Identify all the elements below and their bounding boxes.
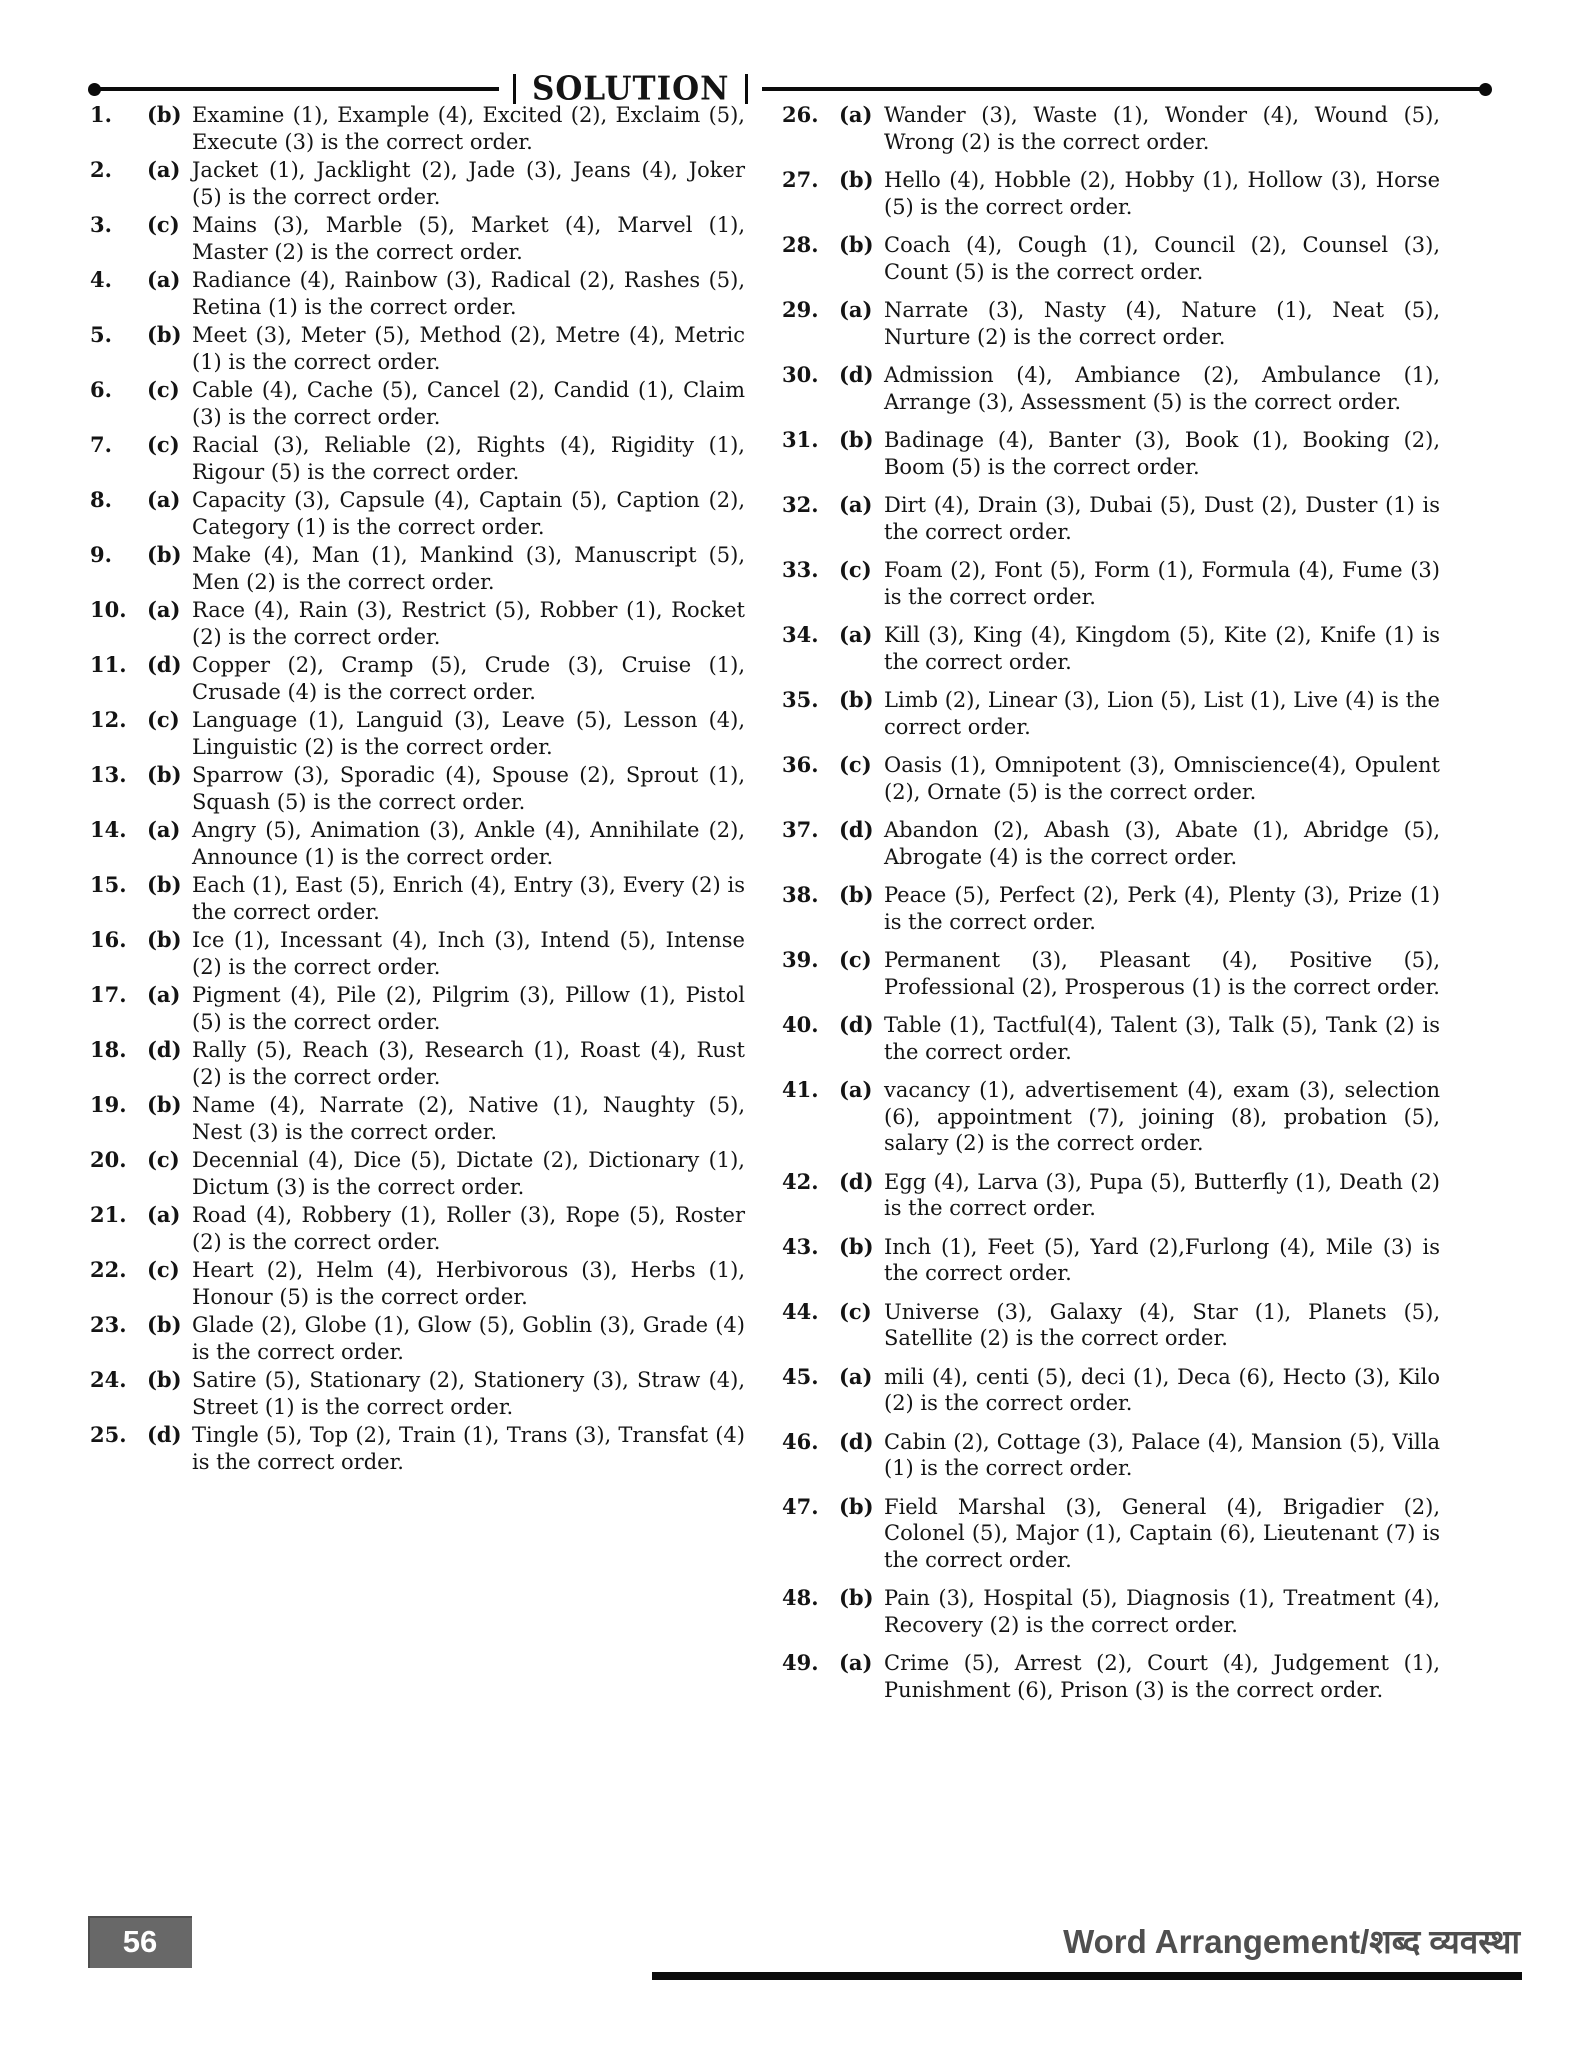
item-text: Pigment (4), Pile (2), Pilgrim (3), Pillow (1), Pistol (5) is the correct order. xyxy=(192,983,745,1034)
item-text: Crime (5), Arrest (2), Court (4), Judgement (1), Punishment (6), Prison (3) is the correct order. xyxy=(884,1651,1440,1702)
item-number: 31. xyxy=(782,427,819,452)
answer-option: (b) xyxy=(839,687,874,712)
answer-option: (b) xyxy=(147,542,182,567)
solution-item-21 xyxy=(90,1202,745,1255)
solution-item-38 xyxy=(782,882,1440,935)
solution-item-15 xyxy=(90,872,745,925)
solution-item-7 xyxy=(90,432,745,485)
solutions-column-left xyxy=(90,102,745,1477)
item-text: Road (4), Robbery (1), Roller (3), Rope (5), Roster (2) is the correct order. xyxy=(192,1203,745,1254)
solution-item-12 xyxy=(90,707,745,760)
solution-item-16 xyxy=(90,927,745,980)
solution-item-24 xyxy=(90,1367,745,1420)
solution-item-32 xyxy=(782,492,1440,545)
item-number: 11. xyxy=(90,652,127,677)
answer-option: (b) xyxy=(147,322,182,347)
answer-option: (a) xyxy=(147,817,181,842)
answer-option: (a) xyxy=(147,982,181,1007)
solution-item-30 xyxy=(782,362,1440,415)
item-text: Hello (4), Hobble (2), Hobby (1), Hollow (3), Horse (5) is the correct order. xyxy=(884,168,1440,219)
answer-option: (d) xyxy=(147,652,182,677)
item-text: Heart (2), Helm (4), Herbivorous (3), Herbs (1), Honour (5) is the correct order. xyxy=(192,1258,745,1309)
answer-option: (c) xyxy=(147,432,180,457)
solution-item-44 xyxy=(782,1299,1440,1352)
item-text: Permanent (3), Pleasant (4), Positive (5), Professional (2), Prosperous (1) is the correct order. xyxy=(884,948,1440,999)
item-number: 33. xyxy=(782,557,819,582)
item-number: 10. xyxy=(90,597,127,622)
solution-item-5 xyxy=(90,322,745,375)
answer-option: (a) xyxy=(839,492,873,517)
header-right-dot xyxy=(1479,83,1492,96)
item-text: Angry (5), Animation (3), Ankle (4), Annihilate (2), Announce (1) is the correct order. xyxy=(192,818,745,869)
item-number: 44. xyxy=(782,1298,819,1324)
header-right-tick xyxy=(745,74,748,104)
item-text: Cabin (2), Cottage (3), Palace (4), Mansion (5), Villa (1) is the correct order. xyxy=(884,1429,1440,1480)
answer-option: (d) xyxy=(839,1012,874,1037)
item-text: Admission (4), Ambiance (2), Ambulance (1), Arrange (3), Assessment (5) is the correct order. xyxy=(884,363,1440,414)
item-number: 45. xyxy=(782,1363,819,1389)
item-text: Rally (5), Reach (3), Research (1), Roast (4), Rust (2) is the correct order. xyxy=(192,1038,745,1089)
item-text: Ice (1), Incessant (4), Inch (3), Intend (5), Intense (2) is the correct order. xyxy=(192,928,745,979)
item-text: Oasis (1), Omnipotent (3), Omniscience(4), Opulent (2), Ornate (5) is the correct order. xyxy=(884,753,1440,804)
item-text: Universe (3), Galaxy (4), Star (1), Planets (5), Satellite (2) is the correct order. xyxy=(884,1299,1440,1350)
item-text: Radiance (4), Rainbow (3), Radical (2), Rashes (5), Retina (1) is the correct order. xyxy=(192,268,745,319)
item-number: 28. xyxy=(782,232,819,257)
solution-item-45 xyxy=(782,1364,1440,1417)
solution-item-34 xyxy=(782,622,1440,675)
solution-item-31 xyxy=(782,427,1440,480)
solution-item-26 xyxy=(782,102,1440,155)
solution-item-46 xyxy=(782,1429,1440,1482)
answer-option: (b) xyxy=(839,1585,874,1610)
solution-item-11 xyxy=(90,652,745,705)
solution-item-10 xyxy=(90,597,745,650)
answer-option: (b) xyxy=(839,1493,874,1519)
solutions-body xyxy=(90,102,1440,1715)
answer-option: (b) xyxy=(839,232,874,257)
item-number: 16. xyxy=(90,927,127,952)
solution-item-36 xyxy=(782,752,1440,805)
item-number: 13. xyxy=(90,762,127,787)
answer-option: (a) xyxy=(839,1650,873,1675)
item-number: 26. xyxy=(782,102,819,127)
solution-item-2 xyxy=(90,157,745,210)
solution-item-29 xyxy=(782,297,1440,350)
answer-option: (a) xyxy=(839,1077,873,1102)
item-number: 20. xyxy=(90,1147,127,1172)
item-number: 47. xyxy=(782,1493,819,1519)
item-number: 17. xyxy=(90,982,127,1007)
item-text: Abandon (2), Abash (3), Abate (1), Abridge (5), Abrogate (4) is the correct order. xyxy=(884,818,1440,869)
solution-item-22 xyxy=(90,1257,745,1310)
item-text: Satire (5), Stationary (2), Stationery (3), Straw (4), Street (1) is the correct order. xyxy=(192,1368,745,1419)
solution-item-47 xyxy=(782,1494,1440,1574)
answer-option: (a) xyxy=(839,1363,873,1389)
answer-option: (c) xyxy=(839,947,872,972)
item-number: 15. xyxy=(90,872,127,897)
solution-item-23 xyxy=(90,1312,745,1365)
answer-option: (c) xyxy=(839,752,872,777)
solution-item-35 xyxy=(782,687,1440,740)
item-number: 36. xyxy=(782,752,819,777)
item-number: 3. xyxy=(90,212,112,237)
item-number: 48. xyxy=(782,1585,819,1610)
item-text: Coach (4), Cough (1), Council (2), Counsel (3), Count (5) is the correct order. xyxy=(884,233,1440,284)
item-text: mili (4), centi (5), deci (1), Deca (6), Hecto (3), Kilo (2) is the correct order. xyxy=(884,1364,1440,1415)
item-number: 30. xyxy=(782,362,819,387)
item-number: 34. xyxy=(782,622,819,647)
solution-item-41 xyxy=(782,1077,1440,1157)
item-number: 4. xyxy=(90,267,112,292)
item-number: 37. xyxy=(782,817,819,842)
item-text: Each (1), East (5), Enrich (4), Entry (3), Every (2) is the correct order. xyxy=(192,873,745,924)
item-text: Dirt (4), Drain (3), Dubai (5), Dust (2), Duster (1) is the correct order. xyxy=(884,493,1440,544)
answer-option: (c) xyxy=(147,1257,180,1282)
item-number: 23. xyxy=(90,1312,127,1337)
solution-item-14 xyxy=(90,817,745,870)
answer-option: (c) xyxy=(839,1298,872,1324)
solution-item-1 xyxy=(90,102,745,155)
solution-item-39 xyxy=(782,947,1440,1000)
item-number: 2. xyxy=(90,157,112,182)
item-text: Make (4), Man (1), Mankind (3), Manuscript (5), Men (2) is the correct order. xyxy=(192,543,745,594)
answer-option: (b) xyxy=(147,1312,182,1337)
footer-rule xyxy=(652,1972,1522,1980)
solution-item-27 xyxy=(782,167,1440,220)
item-number: 41. xyxy=(782,1077,819,1102)
item-text: Cable (4), Cache (5), Cancel (2), Candid (1), Claim (3) is the correct order. xyxy=(192,378,745,429)
item-number: 35. xyxy=(782,687,819,712)
answer-option: (b) xyxy=(839,882,874,907)
solution-item-48 xyxy=(782,1585,1440,1638)
solution-item-19 xyxy=(90,1092,745,1145)
answer-option: (a) xyxy=(839,297,873,322)
solution-item-25 xyxy=(90,1422,745,1475)
solution-item-18 xyxy=(90,1037,745,1090)
solution-item-33 xyxy=(782,557,1440,610)
item-number: 12. xyxy=(90,707,127,732)
answer-option: (a) xyxy=(147,597,181,622)
answer-option: (b) xyxy=(147,872,182,897)
item-text: Examine (1), Example (4), Excited (2), Exclaim (5), Execute (3) is the correct order. xyxy=(192,103,745,154)
answer-option: (a) xyxy=(147,157,181,182)
section-header xyxy=(88,72,1492,106)
item-text: Egg (4), Larva (3), Pupa (5), Butterfly (1), Death (2) is the correct order. xyxy=(884,1169,1440,1220)
answer-option: (d) xyxy=(839,1428,874,1454)
item-text: Capacity (3), Capsule (4), Captain (5), Caption (2), Category (1) is the correct order. xyxy=(192,488,745,539)
item-number: 21. xyxy=(90,1202,127,1227)
item-number: 22. xyxy=(90,1257,127,1282)
solution-item-8 xyxy=(90,487,745,540)
item-number: 42. xyxy=(782,1168,819,1194)
answer-option: (b) xyxy=(147,102,182,127)
header-right-rule xyxy=(762,87,1481,91)
item-number: 46. xyxy=(782,1428,819,1454)
answer-option: (a) xyxy=(147,267,181,292)
item-text: Kill (3), King (4), Kingdom (5), Kite (2), Knife (1) is the correct order. xyxy=(884,623,1440,674)
chapter-title: Word Arrangement/शब्द व्यवस्था xyxy=(1063,1923,1520,1960)
item-number: 1. xyxy=(90,102,112,127)
answer-option: (b) xyxy=(147,762,182,787)
item-number: 5. xyxy=(90,322,112,347)
solution-item-17 xyxy=(90,982,745,1035)
item-number: 6. xyxy=(90,377,112,402)
answer-option: (b) xyxy=(147,1092,182,1117)
item-number: 29. xyxy=(782,297,819,322)
item-text: Wander (3), Waste (1), Wonder (4), Wound (5), Wrong (2) is the correct order. xyxy=(884,103,1440,154)
item-text: Mains (3), Marble (5), Market (4), Marvel (1), Master (2) is the correct order. xyxy=(192,213,745,264)
item-text: Glade (2), Globe (1), Glow (5), Goblin (3), Grade (4) is the correct order. xyxy=(192,1313,745,1364)
answer-option: (c) xyxy=(147,212,180,237)
section-title: SOLUTION xyxy=(532,70,730,108)
item-number: 43. xyxy=(782,1233,819,1259)
item-text: Field Marshal (3), General (4), Brigadier (2), Colonel (5), Major (1), Captain (6), Lieutenant (7) is the correct order. xyxy=(884,1494,1440,1572)
item-text: vacancy (1), advertisement (4), exam (3), selection (6), appointment (7), joining (8), probation (5), salary (2) is the correct order. xyxy=(884,1078,1440,1155)
answer-option: (b) xyxy=(839,427,874,452)
solution-item-42 xyxy=(782,1169,1440,1222)
item-text: Inch (1), Feet (5), Yard (2),Furlong (4), Mile (3) is the correct order. xyxy=(884,1234,1440,1285)
item-number: 24. xyxy=(90,1367,127,1392)
item-text: Foam (2), Font (5), Form (1), Formula (4), Fume (3) is the correct order. xyxy=(884,558,1440,609)
item-text: Name (4), Narrate (2), Native (1), Naughty (5), Nest (3) is the correct order. xyxy=(192,1093,745,1144)
item-text: Sparrow (3), Sporadic (4), Spouse (2), Sprout (1), Squash (5) is the correct order. xyxy=(192,763,745,814)
item-text: Narrate (3), Nasty (4), Nature (1), Neat (5), Nurture (2) is the correct order. xyxy=(884,298,1440,349)
answer-option: (d) xyxy=(839,817,874,842)
header-left-rule xyxy=(99,87,499,91)
item-text: Copper (2), Cramp (5), Crude (3), Cruise (1), Crusade (4) is the correct order. xyxy=(192,653,745,704)
answer-option: (d) xyxy=(839,362,874,387)
item-text: Language (1), Languid (3), Leave (5), Lesson (4), Linguistic (2) is the correct order. xyxy=(192,708,745,759)
answer-option: (a) xyxy=(839,622,873,647)
item-text: Race (4), Rain (3), Restrict (5), Robber (1), Rocket (2) is the correct order. xyxy=(192,598,745,649)
solution-item-37 xyxy=(782,817,1440,870)
item-text: Jacket (1), Jacklight (2), Jade (3), Jeans (4), Joker (5) is the correct order. xyxy=(192,158,745,209)
solutions-column-right xyxy=(782,102,1440,1715)
answer-option: (d) xyxy=(147,1037,182,1062)
item-number: 7. xyxy=(90,432,112,457)
item-number: 14. xyxy=(90,817,127,842)
answer-option: (b) xyxy=(839,167,874,192)
answer-option: (b) xyxy=(147,927,182,952)
item-text: Pain (3), Hospital (5), Diagnosis (1), Treatment (4), Recovery (2) is the correct order. xyxy=(884,1586,1440,1637)
answer-option: (d) xyxy=(839,1168,874,1194)
item-number: 49. xyxy=(782,1650,819,1675)
item-text: Badinage (4), Banter (3), Book (1), Booking (2), Boom (5) is the correct order. xyxy=(884,428,1440,479)
answer-option: (c) xyxy=(147,1147,180,1172)
answer-option: (a) xyxy=(839,102,873,127)
answer-option: (a) xyxy=(147,487,181,512)
item-number: 27. xyxy=(782,167,819,192)
solution-item-49 xyxy=(782,1650,1440,1703)
solution-item-3 xyxy=(90,212,745,265)
item-text: Limb (2), Linear (3), Lion (5), List (1), Live (4) is the correct order. xyxy=(884,688,1440,739)
item-text: Tingle (5), Top (2), Train (1), Trans (3), Transfat (4) is the correct order. xyxy=(192,1423,745,1474)
solution-item-6 xyxy=(90,377,745,430)
answer-option: (c) xyxy=(147,377,180,402)
solution-item-20 xyxy=(90,1147,745,1200)
answer-option: (b) xyxy=(839,1233,874,1259)
item-text: Meet (3), Meter (5), Method (2), Metre (4), Metric (1) is the correct order. xyxy=(192,323,745,374)
item-number: 19. xyxy=(90,1092,127,1117)
item-number: 18. xyxy=(90,1037,127,1062)
item-number: 40. xyxy=(782,1012,819,1037)
item-number: 38. xyxy=(782,882,819,907)
solution-item-9 xyxy=(90,542,745,595)
item-text: Table (1), Tactful(4), Talent (3), Talk (5), Tank (2) is the correct order. xyxy=(884,1013,1440,1064)
answer-option: (c) xyxy=(839,557,872,582)
answer-option: (c) xyxy=(147,707,180,732)
solution-item-43 xyxy=(782,1234,1440,1287)
item-number: 8. xyxy=(90,487,112,512)
solution-item-40 xyxy=(782,1012,1440,1065)
item-number: 25. xyxy=(90,1422,127,1447)
answer-option: (d) xyxy=(147,1422,182,1447)
answer-option: (a) xyxy=(147,1202,181,1227)
item-text: Racial (3), Reliable (2), Rights (4), Rigidity (1), Rigour (5) is the correct order. xyxy=(192,433,745,484)
item-number: 39. xyxy=(782,947,819,972)
item-text: Peace (5), Perfect (2), Perk (4), Plenty (3), Prize (1) is the correct order. xyxy=(884,883,1440,934)
item-number: 32. xyxy=(782,492,819,517)
page-number: 56 xyxy=(88,1916,192,1968)
solution-item-13 xyxy=(90,762,745,815)
solution-item-28 xyxy=(782,232,1440,285)
solution-item-4 xyxy=(90,267,745,320)
item-text: Decennial (4), Dice (5), Dictate (2), Dictionary (1), Dictum (3) is the correct order. xyxy=(192,1148,745,1199)
answer-option: (b) xyxy=(147,1367,182,1392)
item-number: 9. xyxy=(90,542,112,567)
